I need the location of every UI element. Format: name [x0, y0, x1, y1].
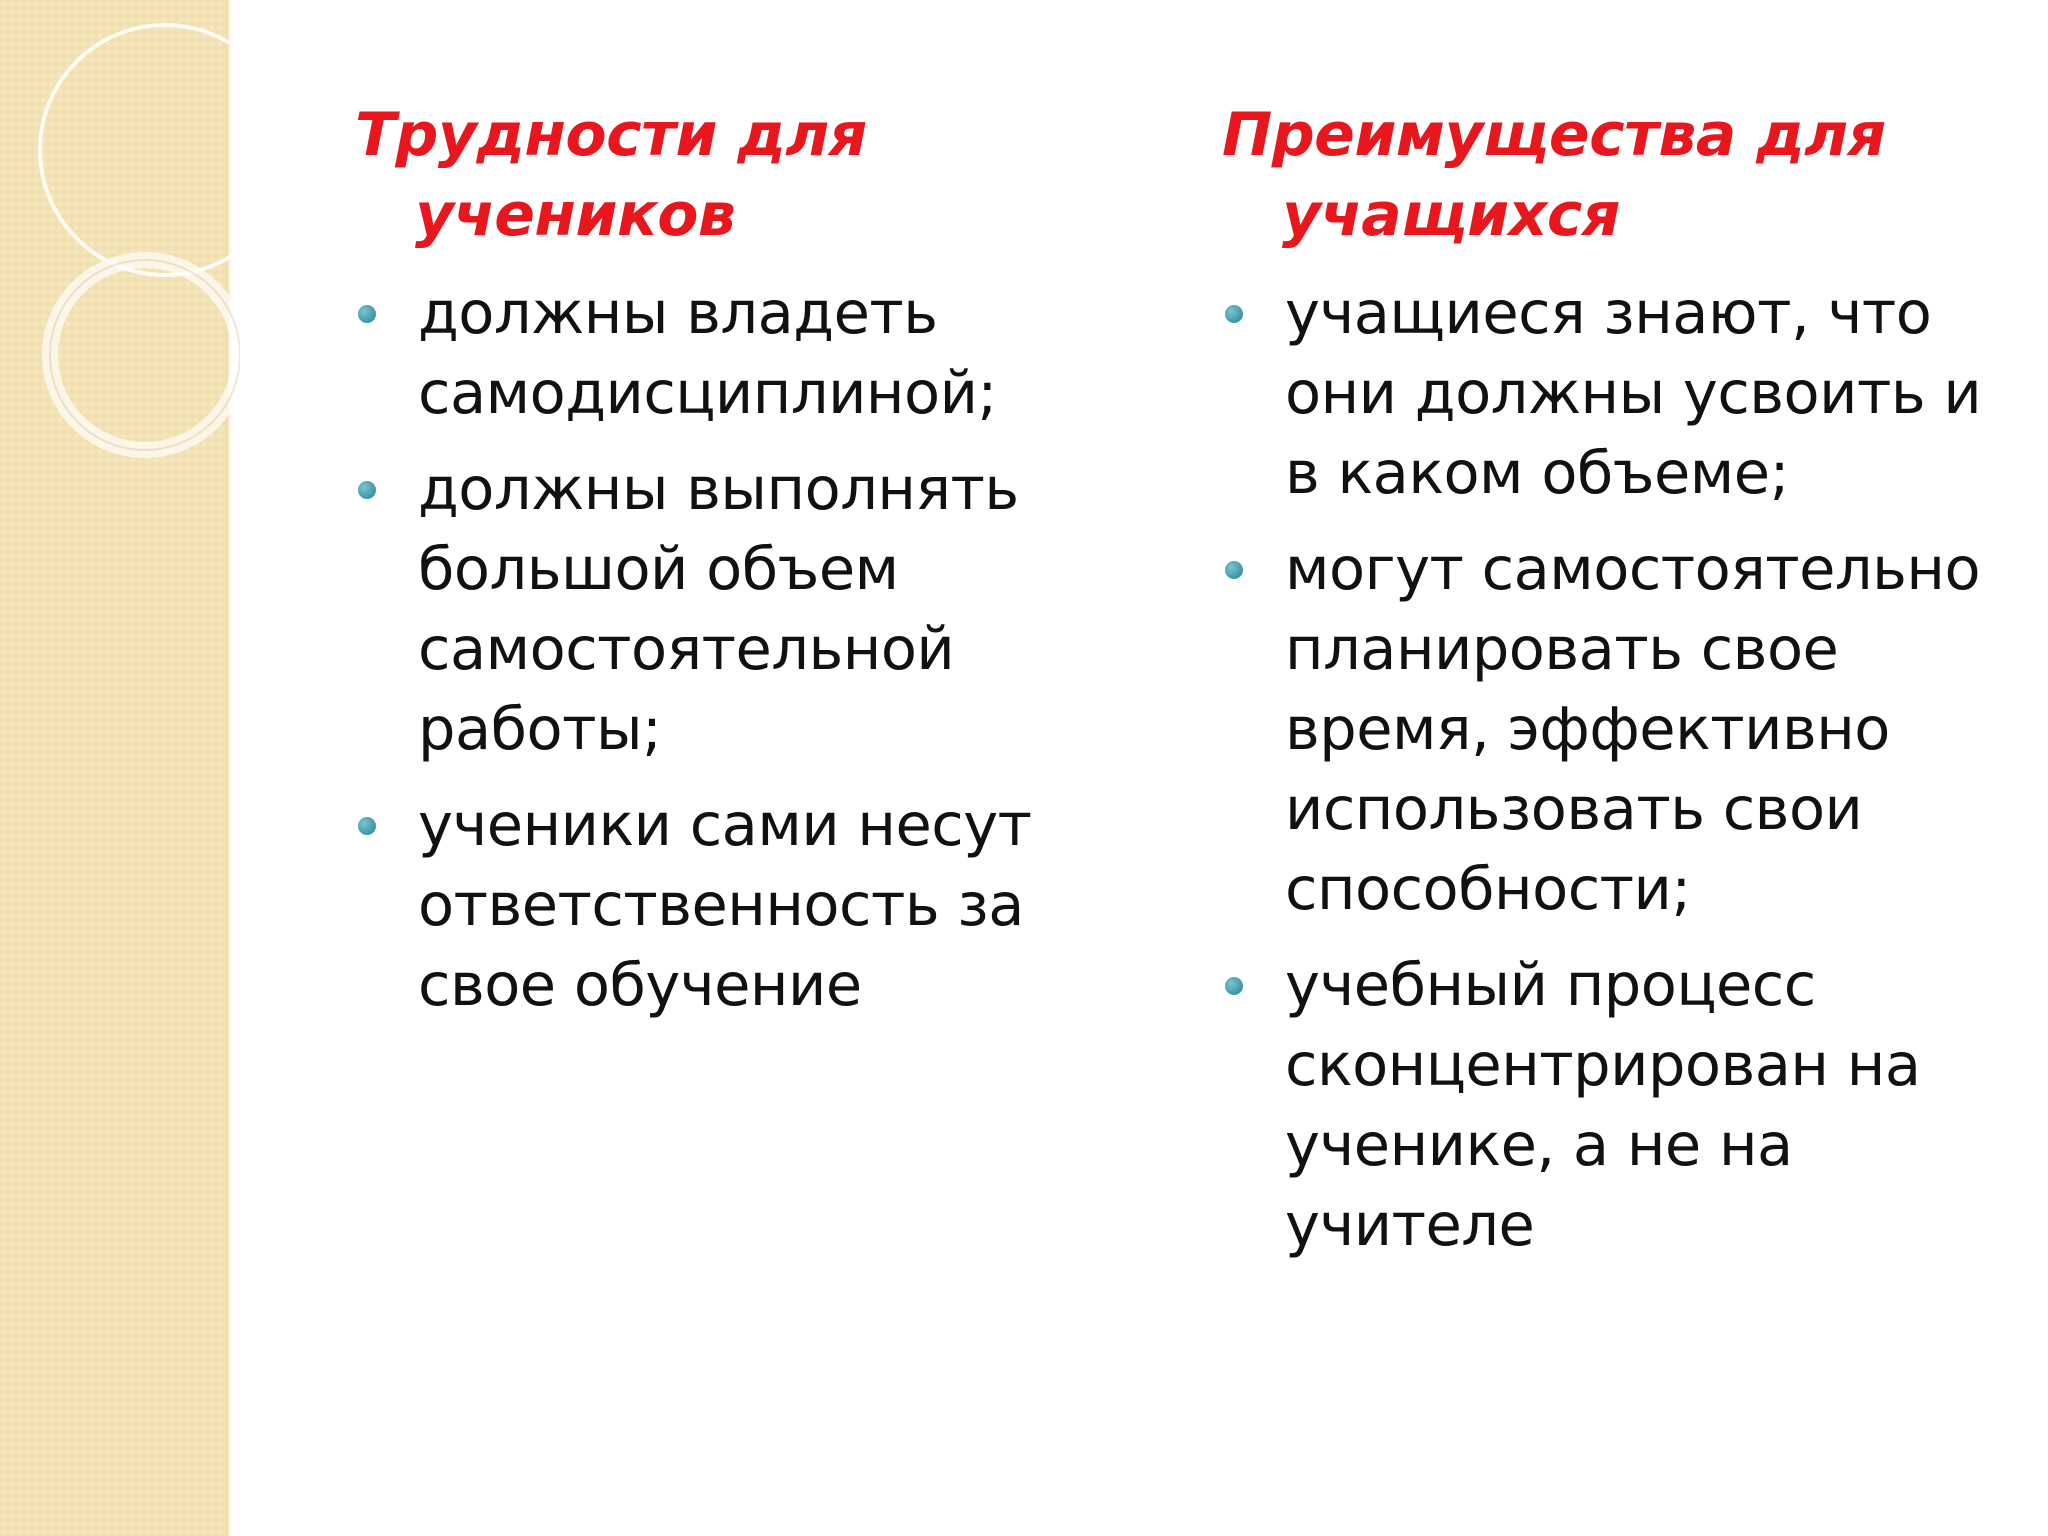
list-item: [355, 273, 1075, 433]
list-item-text: должны владеть самодисциплиной;: [418, 278, 997, 427]
list-item: [1222, 945, 2002, 1265]
decorative-ring-large: [40, 25, 240, 275]
advantages-heading: Преимущества для учащихся: [1222, 100, 1886, 250]
list-item-text: учащиеся знают, что они должны усвоить и в каком объеме;: [1285, 278, 1982, 507]
difficulties-column: [355, 95, 1075, 1041]
bullet-dot-icon: [358, 305, 376, 323]
bullet-dot-icon: [358, 481, 376, 499]
list-item-text: должны выполнять большой объем самостоятельной работы;: [418, 454, 1019, 763]
list-item: [355, 449, 1075, 769]
bullet-dot-icon: [1225, 305, 1243, 323]
list-item: [355, 785, 1075, 1025]
difficulties-heading: Трудности для учеников: [355, 100, 867, 250]
list-item-text: могут самостоятельно планировать свое время, эффективно использовать свои способности;: [1285, 534, 1981, 923]
decorative-ring-medium-shadow: [50, 260, 240, 450]
bullet-dot-icon: [1225, 561, 1243, 579]
difficulties-list: [355, 273, 1075, 1025]
bullet-dot-icon: [358, 817, 376, 835]
advantages-list: [1222, 273, 2002, 1265]
advantages-column: [1222, 95, 2002, 1281]
list-item: [1222, 529, 2002, 929]
list-item-text: учебный процесс сконцентрирован на ученике, а не на учителе: [1285, 950, 1921, 1259]
bullet-dot-icon: [1225, 977, 1243, 995]
decorative-rings: [0, 0, 240, 560]
list-item-text: ученики сами несут ответственность за свое обучение: [418, 790, 1032, 1019]
list-item: [1222, 273, 2002, 513]
